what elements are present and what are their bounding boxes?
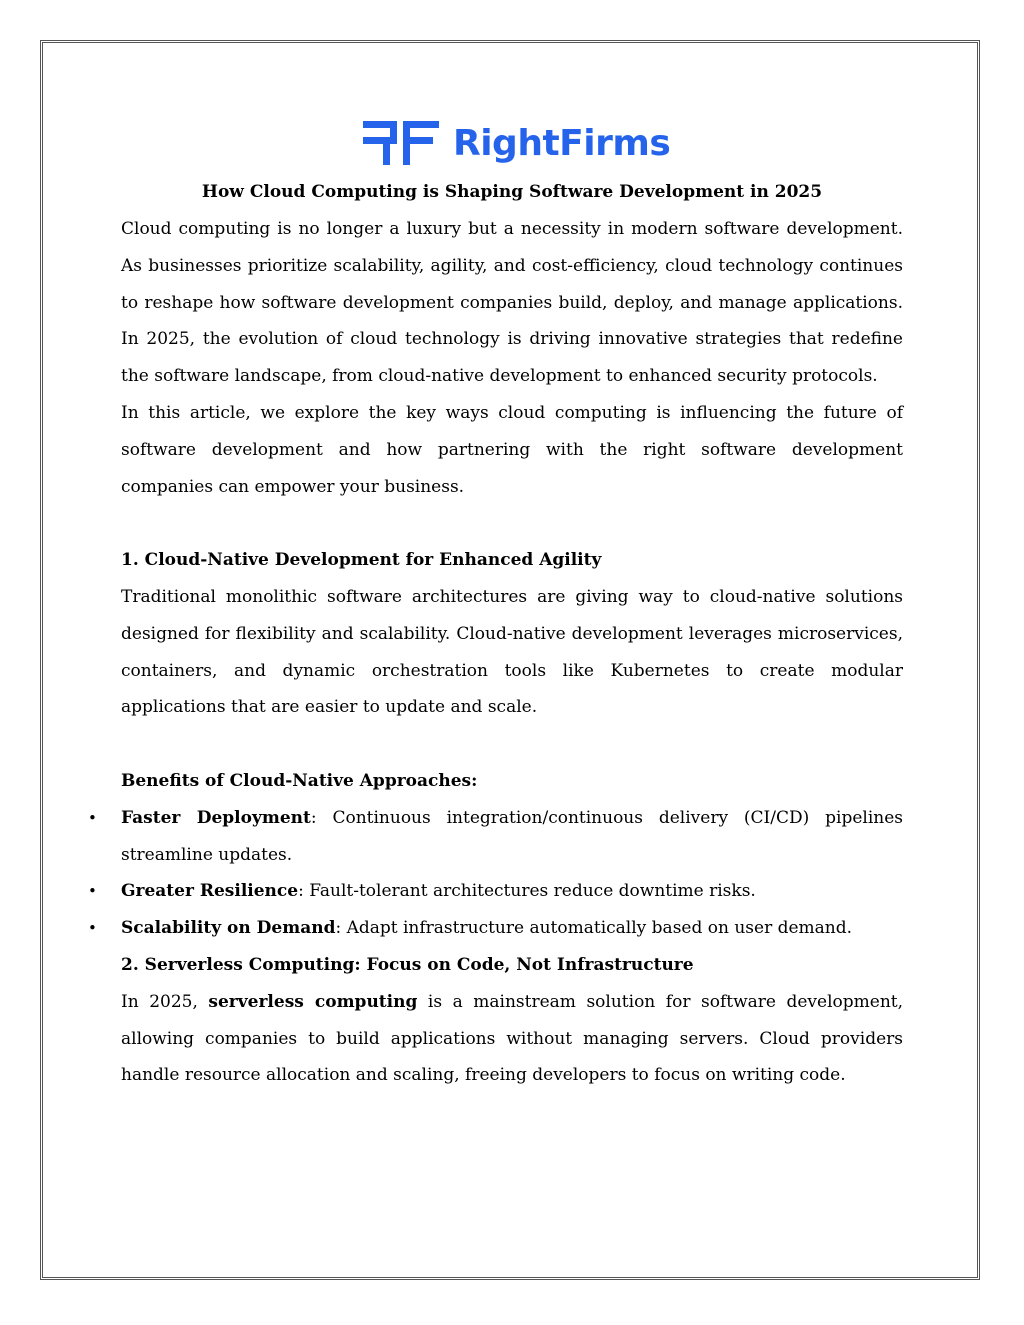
bullet-icon: • <box>88 882 97 901</box>
document-title: How Cloud Computing is Shaping Software Development in 2025 <box>201 182 823 202</box>
benefits-heading: Benefits of Cloud-Native Approaches: <box>121 770 478 791</box>
benefit-term: Faster Deployment <box>121 807 311 828</box>
benefits-list <box>88 800 904 947</box>
bullet-icon: • <box>88 808 97 827</box>
logo-wordmark: RightFirms <box>453 122 671 164</box>
section-2-paragraph <box>121 984 903 1094</box>
rightfirms-logo <box>361 117 670 169</box>
section-1-heading: 1. Cloud-Native Development for Enhanced Agility <box>121 550 602 571</box>
section-2-lead: In 2025, <box>121 991 209 1012</box>
document-body <box>88 211 904 1094</box>
benefit-text: : Fault-tolerant architectures reduce downtime risks. <box>298 881 756 902</box>
section-2-rest: is a mainstream solution for software development, allowing companies to build applications without managing servers. Cloud providers handle resource allocation and scaling, freeing developers to focus on writing code. <box>121 991 904 1086</box>
intro-paragraph-2: In this article, we explore the key ways cloud computing is influencing the future of software development and how partnering with the right software development companies can empower your business. <box>121 402 903 497</box>
spacer <box>121 726 903 763</box>
intro-paragraph-1: Cloud computing is no longer a luxury but a necessity in modern software development. As businesses prioritize scalability, agility, and cost-efficiency, cloud technology continues to reshape how software development companies build, deploy, and manage applications. In 2025, the evolution of cloud technology is driving innovative strategies that redefine the software landscape, from cloud-native development to enhanced security protocols. <box>121 219 903 387</box>
bullet-icon: • <box>88 919 97 938</box>
list-item <box>88 873 903 910</box>
rf-logo-icon <box>361 117 443 169</box>
benefit-text: : Continuous integration/continuous delivery (CI/CD) pipelines streamline updates. <box>121 807 904 865</box>
list-item <box>88 910 903 947</box>
section-2-term: serverless computing <box>208 991 418 1012</box>
benefit-term: Greater Resilience <box>121 881 299 902</box>
spacer <box>121 505 903 542</box>
list-item <box>88 800 904 874</box>
benefit-text: : Adapt infrastructure automatically based on user demand. <box>335 918 853 939</box>
benefit-term: Scalability on Demand <box>121 918 336 939</box>
section-1-paragraph: Traditional monolithic software architectures are giving way to cloud-native solutions designed for flexibility and scalability. Cloud-native development leverages microservices, containers, and dynamic orchestration tools like Kubernetes to create modular applications that are easier to update and scale. <box>121 586 903 718</box>
section-2-heading: 2. Serverless Computing: Focus on Code, Not Infrastructure <box>121 954 694 975</box>
